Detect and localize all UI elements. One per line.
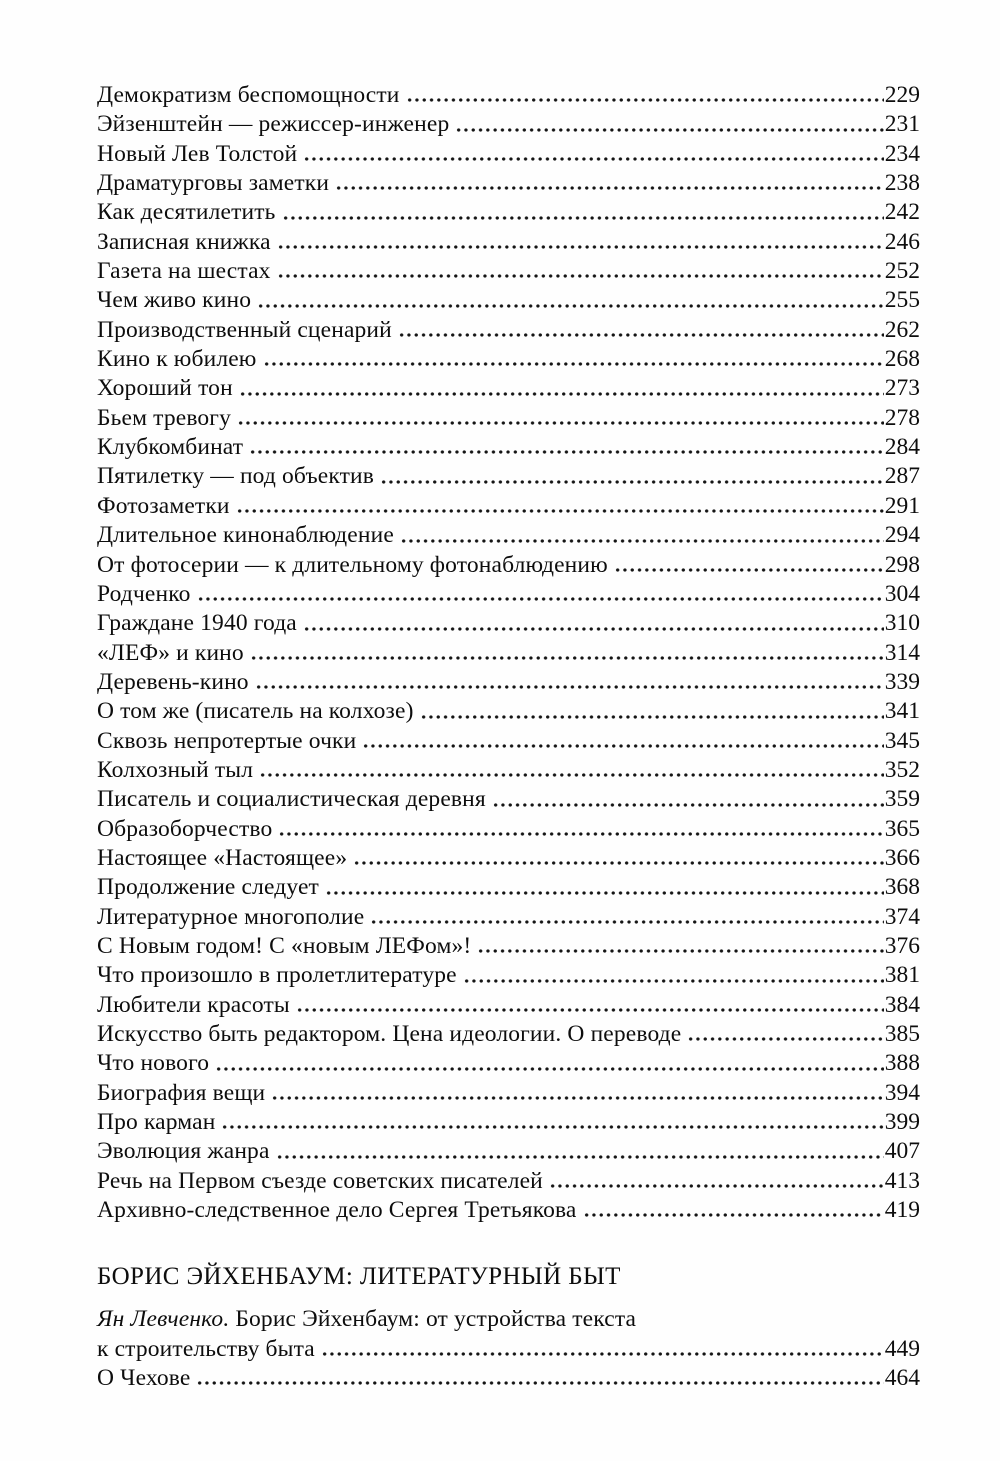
entry-page: 368 bbox=[884, 874, 920, 901]
toc-entry bbox=[97, 257, 920, 286]
dot-leader bbox=[281, 198, 884, 227]
entry-title: Кино к юбилею bbox=[97, 346, 257, 373]
entry-page: 298 bbox=[884, 551, 920, 578]
dot-leader bbox=[262, 345, 884, 374]
entry-title: Чем живо кино bbox=[97, 287, 252, 314]
entry-page: 238 bbox=[884, 170, 920, 197]
entry-page: 352 bbox=[884, 756, 920, 783]
entry-title: Писатель и социалистическая деревня bbox=[97, 786, 486, 813]
entry-title: Настоящее «Настоящее» bbox=[97, 844, 348, 871]
entry-page: 314 bbox=[884, 639, 920, 666]
entry-title: С Новым годом! С «новым ЛЕФом»! bbox=[97, 932, 472, 959]
entry-author: Ян Левченко. bbox=[97, 1306, 236, 1333]
dot-leader bbox=[491, 785, 884, 814]
entry-title: Новый Лев Толстой bbox=[97, 140, 298, 167]
dot-leader bbox=[352, 844, 884, 873]
dot-leader bbox=[334, 169, 884, 198]
section-heading: БОРИС ЭЙХЕНБАУМ: ЛИТЕРАТУРНЫЙ БЫТ bbox=[97, 1263, 621, 1291]
toc-entry bbox=[97, 668, 920, 697]
entry-page: 287 bbox=[884, 463, 920, 490]
toc-entry bbox=[97, 462, 920, 491]
toc-entry bbox=[97, 286, 920, 315]
entry-title: Хороший тон bbox=[97, 375, 233, 402]
dot-leader bbox=[248, 433, 884, 462]
dot-leader bbox=[397, 316, 884, 345]
entry-page: 464 bbox=[884, 1365, 920, 1392]
toc-entry bbox=[97, 198, 920, 227]
toc-entry bbox=[97, 903, 920, 932]
entry-page: 268 bbox=[884, 346, 920, 373]
dot-leader bbox=[454, 110, 883, 139]
dot-leader bbox=[256, 286, 884, 315]
toc-entry bbox=[97, 1020, 920, 1049]
dot-leader bbox=[220, 1108, 883, 1137]
toc-entry bbox=[97, 492, 920, 521]
entry-title: От фотосерии — к длительному фотонаблюдению bbox=[97, 551, 608, 578]
entry-page: 255 bbox=[884, 287, 920, 314]
entry-title: О том же (писатель на колхозе) bbox=[97, 698, 414, 725]
toc-entry bbox=[97, 316, 920, 345]
entry-title: О Чехове bbox=[97, 1365, 191, 1392]
entry-title: Демократизм беспомощности bbox=[97, 82, 400, 108]
dot-leader bbox=[277, 815, 883, 844]
dot-leader bbox=[270, 1079, 883, 1108]
entry-title: Как десятилетить bbox=[97, 199, 276, 226]
entry-page: 381 bbox=[884, 962, 920, 989]
entry-page: 273 bbox=[884, 375, 920, 402]
entry-page: 252 bbox=[884, 258, 920, 285]
toc-entry bbox=[97, 169, 920, 198]
entry-page: 376 bbox=[884, 932, 920, 959]
toc-entry bbox=[97, 1079, 920, 1108]
toc-entry bbox=[97, 727, 920, 756]
entry-title: Биография вещи bbox=[97, 1079, 266, 1106]
entry-title: Драматурговы заметки bbox=[97, 170, 330, 197]
entry-title: Колхозный тыл bbox=[97, 756, 254, 783]
toc-entry bbox=[97, 1364, 920, 1393]
toc-entry bbox=[97, 697, 920, 726]
entry-title: Продолжение следует bbox=[97, 874, 319, 901]
toc-entry bbox=[97, 1137, 920, 1166]
toc-entry bbox=[97, 228, 920, 257]
entry-page: 413 bbox=[884, 1167, 920, 1194]
dot-leader bbox=[686, 1020, 883, 1049]
toc-entry bbox=[97, 639, 920, 668]
entry-title: Литературное многополие bbox=[97, 903, 365, 930]
entry-title: Эйзенштейн — режиссер-инженер bbox=[97, 111, 450, 138]
toc-entry bbox=[97, 374, 920, 403]
dot-leader bbox=[399, 521, 884, 550]
entry-page: 246 bbox=[884, 228, 920, 255]
entry-page: 234 bbox=[884, 140, 920, 167]
toc-entry bbox=[97, 580, 920, 609]
entry-title: Записная книжка bbox=[97, 228, 271, 255]
entry-title: Клубкомбинат bbox=[97, 434, 244, 461]
toc-list bbox=[97, 81, 920, 1225]
entry-title: Деревень-кино bbox=[97, 668, 249, 695]
dot-leader bbox=[476, 932, 883, 961]
toc-entry bbox=[97, 991, 920, 1020]
entry-title: Эволюция жанра bbox=[97, 1138, 270, 1165]
toc-entry bbox=[97, 1305, 920, 1334]
toc-entry bbox=[97, 932, 920, 961]
dot-leader bbox=[235, 492, 884, 521]
entry-title: «ЛЕФ» и кино bbox=[97, 639, 244, 666]
dot-leader bbox=[276, 257, 884, 286]
toc-entry bbox=[97, 873, 920, 902]
entry-title: Пятилетку — под объектив bbox=[97, 463, 374, 490]
toc-entry bbox=[97, 433, 920, 462]
entry-page: 384 bbox=[884, 991, 920, 1018]
entry-page: 231 bbox=[884, 111, 920, 138]
entry-title: Искусство быть редактором. Цена идеологии. О переводе bbox=[97, 1021, 682, 1047]
toc-entry bbox=[97, 961, 920, 990]
entry-page: 394 bbox=[884, 1079, 920, 1106]
dot-leader bbox=[249, 639, 884, 668]
entry-page: 341 bbox=[884, 698, 920, 725]
dot-leader bbox=[405, 81, 884, 110]
entry-title: Длительное кинонаблюдение bbox=[97, 522, 394, 549]
entry-page: 284 bbox=[884, 434, 920, 461]
entry-page: 407 bbox=[884, 1138, 920, 1165]
dot-leader bbox=[276, 228, 884, 257]
dot-leader bbox=[258, 756, 884, 785]
toc-entry bbox=[97, 1167, 920, 1196]
dot-leader bbox=[462, 961, 884, 990]
dot-leader bbox=[238, 374, 884, 403]
toc-entry bbox=[97, 756, 920, 785]
entry-page: 291 bbox=[884, 492, 920, 519]
entry-page: 304 bbox=[884, 580, 920, 607]
toc-entry bbox=[97, 140, 920, 169]
toc-entry bbox=[97, 609, 920, 638]
entry-page: 294 bbox=[884, 522, 920, 549]
toc-entry bbox=[97, 551, 920, 580]
dot-leader bbox=[196, 580, 884, 609]
entry-page: 278 bbox=[884, 404, 920, 431]
toc-entry bbox=[97, 785, 920, 814]
entry-page: 374 bbox=[884, 903, 920, 930]
entry-page: 310 bbox=[884, 610, 920, 637]
dot-leader bbox=[302, 140, 883, 169]
toc-entry bbox=[97, 1335, 920, 1364]
entry-title: Ян Левченко. Борис Эйхенбаум: от устройства текста bbox=[97, 1306, 637, 1333]
entry-title: Граждане 1940 года bbox=[97, 610, 297, 637]
entry-title: Газета на шестах bbox=[97, 258, 271, 285]
dot-leader bbox=[324, 873, 884, 902]
dot-leader bbox=[302, 609, 884, 638]
entry-page: 388 bbox=[884, 1050, 920, 1077]
entry-page: 262 bbox=[884, 316, 920, 343]
dot-leader bbox=[369, 903, 883, 932]
entry-title: Что нового bbox=[97, 1050, 210, 1077]
toc-entry bbox=[97, 110, 920, 139]
entry-page: 339 bbox=[884, 668, 920, 695]
dot-leader bbox=[613, 551, 884, 580]
toc-entry bbox=[97, 521, 920, 550]
entry-page: 366 bbox=[884, 844, 920, 871]
entry-title: Бьем тревогу bbox=[97, 404, 231, 431]
entry-page: 359 bbox=[884, 786, 920, 813]
entry-title: Архивно-следственное дело Сергея Третьякова bbox=[97, 1197, 577, 1224]
entry-page: 419 bbox=[884, 1197, 920, 1224]
dot-leader bbox=[275, 1137, 884, 1166]
toc-entry bbox=[97, 815, 920, 844]
entry-title: Образоборчество bbox=[97, 815, 273, 842]
entry-title: Сквозь непротертые очки bbox=[97, 727, 357, 754]
dot-leader bbox=[236, 404, 884, 433]
toc-entry bbox=[97, 404, 920, 433]
entry-title: Речь на Первом съезде советских писателей bbox=[97, 1167, 543, 1194]
entry-page: 399 bbox=[884, 1109, 920, 1136]
entry-page: 242 bbox=[884, 199, 920, 226]
entry-title: Родченко bbox=[97, 580, 191, 607]
dot-leader bbox=[361, 727, 883, 756]
toc-entry bbox=[97, 1196, 920, 1225]
entry-page: 449 bbox=[884, 1335, 920, 1362]
entry-title: Фотозаметки bbox=[97, 492, 230, 519]
toc-entry bbox=[97, 1049, 920, 1078]
dot-leader bbox=[320, 1335, 884, 1364]
dot-leader bbox=[548, 1167, 884, 1196]
entry-page: 345 bbox=[884, 727, 920, 754]
toc-entry bbox=[97, 81, 920, 110]
entry-title: Любители красоты bbox=[97, 991, 290, 1018]
dot-leader bbox=[195, 1364, 883, 1393]
entry-title: Производственный сценарий bbox=[97, 316, 392, 343]
dot-leader bbox=[419, 697, 884, 726]
dot-leader bbox=[379, 462, 884, 491]
dot-leader bbox=[295, 991, 884, 1020]
entry-title: к строительству быта bbox=[97, 1335, 315, 1362]
entry-page: 365 bbox=[884, 815, 920, 842]
entry-title: Про карман bbox=[97, 1109, 216, 1136]
toc-entry bbox=[97, 345, 920, 374]
entry-page: 229 bbox=[884, 82, 920, 108]
section-entry-list bbox=[97, 1305, 920, 1393]
toc-entry bbox=[97, 1108, 920, 1137]
dot-leader bbox=[582, 1196, 884, 1225]
dot-leader bbox=[214, 1049, 884, 1078]
entry-title: Что произошло в пролетлитературе bbox=[97, 962, 457, 989]
entry-page: 385 bbox=[884, 1021, 920, 1047]
toc-entry bbox=[97, 844, 920, 873]
dot-leader bbox=[254, 668, 884, 697]
